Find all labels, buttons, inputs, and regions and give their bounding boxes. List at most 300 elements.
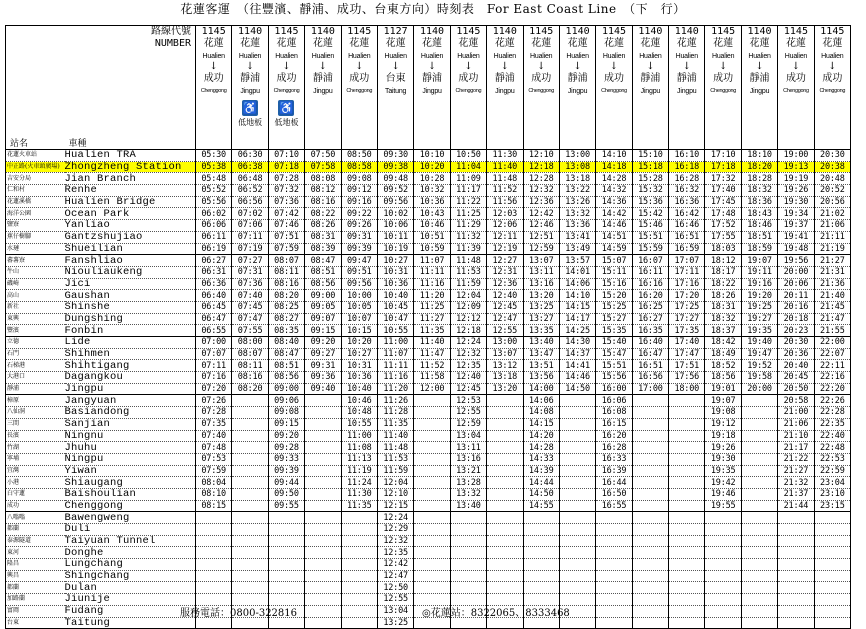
stop-name-en: Shingchang	[65, 570, 196, 582]
route-destination-zh: 成功	[203, 73, 224, 84]
departure-time: 07:42	[268, 208, 304, 220]
departure-time: 16:55	[596, 500, 632, 512]
departure-time: 07:32	[268, 185, 304, 197]
departure-time: 09:56	[377, 196, 413, 208]
departure-time	[559, 500, 595, 512]
departure-time: 16:51	[669, 231, 705, 243]
departure-time	[596, 570, 632, 582]
departure-time: 16:59	[669, 243, 705, 255]
departure-time: 13:35	[523, 325, 559, 337]
stop-name-en: Yanliao	[65, 220, 196, 232]
stop-name-en: Yiwan	[65, 465, 196, 477]
departure-time	[232, 547, 268, 559]
departure-time	[305, 559, 341, 571]
departure-time	[305, 524, 341, 536]
departure-time: 18:28	[741, 173, 777, 185]
departure-time: 21:47	[814, 313, 850, 325]
departure-time	[741, 395, 777, 407]
departure-time: 12:32	[377, 535, 413, 547]
departure-time: 19:41	[778, 231, 814, 243]
route-number-zh: 路線代號	[151, 26, 191, 37]
departure-time	[814, 570, 850, 582]
departure-time: 10:27	[377, 255, 413, 267]
stop-name-zh: 隆昌	[6, 559, 65, 571]
route-destination-en: Chenggong	[346, 88, 373, 94]
departure-time: 06:06	[196, 220, 232, 232]
departure-time: 11:20	[377, 383, 413, 395]
departure-time: 14:51	[596, 231, 632, 243]
departure-time: 14:46	[559, 372, 595, 384]
departure-time	[341, 582, 377, 594]
departure-time: 08:10	[196, 488, 232, 500]
departure-time: 11:29	[450, 220, 486, 232]
departure-time	[232, 395, 268, 407]
stop-name-en: Taitung	[65, 617, 196, 629]
departure-time: 10:46	[414, 220, 450, 232]
departure-time: 20:11	[778, 290, 814, 302]
stop-row	[6, 559, 851, 571]
departure-time	[669, 395, 705, 407]
departure-time: 10:31	[377, 266, 413, 278]
departure-time: 16:56	[632, 372, 668, 384]
departure-time: 11:07	[377, 348, 413, 360]
down-arrow-icon: ↓	[718, 61, 728, 72]
departure-time: 08:51	[305, 266, 341, 278]
departure-time: 22:20	[814, 383, 850, 395]
departure-time	[632, 442, 668, 454]
departure-time: 21:40	[814, 290, 850, 302]
departure-time: 14:30	[559, 337, 595, 349]
departure-time	[705, 559, 741, 571]
route-origin-en: Hualien	[275, 53, 298, 60]
departure-time: 16:40	[632, 337, 668, 349]
departure-time: 10:20	[341, 337, 377, 349]
departure-time: 06:38	[232, 161, 268, 173]
departure-time: 17:00	[632, 383, 668, 395]
route-header	[268, 26, 304, 98]
departure-time: 11:35	[377, 418, 413, 430]
stop-name-zh: 磯崎	[6, 278, 65, 290]
departure-time: 07:26	[196, 395, 232, 407]
departure-time: 12:47	[487, 313, 523, 325]
route-number: 1145	[201, 26, 226, 37]
departure-time	[305, 535, 341, 547]
departure-time: 14:20	[523, 430, 559, 442]
route-destination-en: Jingpu	[422, 88, 442, 95]
stop-name-en: Ningpu	[65, 453, 196, 465]
departure-time: 14:15	[559, 301, 595, 313]
departure-time: 13:00	[559, 150, 595, 162]
stop-row	[6, 500, 851, 512]
route-origin-en: Hualien	[457, 53, 480, 60]
stop-name-zh: 水璉	[6, 243, 65, 255]
departure-time: 11:48	[450, 255, 486, 267]
departure-time	[741, 570, 777, 582]
departure-time	[632, 535, 668, 547]
departure-time: 09:28	[268, 442, 304, 454]
departure-time: 09:07	[305, 313, 341, 325]
route-header	[559, 26, 595, 98]
departure-time: 10:47	[377, 313, 413, 325]
departure-time: 14:25	[559, 325, 595, 337]
departure-time	[341, 605, 377, 617]
departure-time	[705, 582, 741, 594]
departure-time: 09:50	[268, 488, 304, 500]
departure-time: 08:16	[268, 278, 304, 290]
route-number-en: NUMBER	[154, 38, 191, 49]
departure-time: 07:11	[232, 231, 268, 243]
route-destination-en: Jingpu	[749, 88, 770, 95]
route-destination-en: Jingpu	[677, 88, 697, 95]
departure-time: 16:28	[669, 173, 705, 185]
route-origin-en: Hualien	[675, 53, 698, 60]
route-origin-zh: 花蓮	[312, 38, 333, 49]
departure-time	[414, 453, 450, 465]
departure-time: 07:58	[305, 161, 341, 173]
departure-time: 10:55	[377, 325, 413, 337]
departure-time: 19:13	[778, 161, 814, 173]
departure-time	[450, 547, 486, 559]
departure-time	[305, 477, 341, 489]
route-destination-zh: 靜浦	[422, 73, 443, 84]
departure-time: 14:55	[523, 500, 559, 512]
departure-time: 19:07	[705, 395, 741, 407]
departure-time: 19:47	[741, 348, 777, 360]
departure-time: 07:36	[232, 278, 268, 290]
departure-time: 13:21	[450, 465, 486, 477]
departure-time: 07:02	[232, 208, 268, 220]
departure-time	[305, 488, 341, 500]
departure-time: 11:53	[377, 453, 413, 465]
departure-time	[632, 500, 668, 512]
departure-time	[669, 453, 705, 465]
departure-time: 21:10	[778, 430, 814, 442]
stop-name-zh: 花蓮溪橋	[6, 196, 65, 208]
down-arrow-icon: ↓	[755, 61, 764, 72]
departure-time	[414, 442, 450, 454]
route-origin-en: Hualien	[639, 53, 662, 60]
departure-time: 11:00	[341, 430, 377, 442]
route-origin-en: Hualien	[238, 53, 262, 60]
stop-row	[6, 372, 851, 384]
stop-name-en: Fudang	[65, 605, 196, 617]
departure-time	[632, 559, 668, 571]
departure-time: 12:12	[450, 313, 486, 325]
stop-name-zh: 高山	[6, 290, 65, 302]
departure-time: 16:00	[596, 383, 632, 395]
departure-time: 10:19	[377, 243, 413, 255]
stop-row	[6, 512, 851, 524]
departure-time	[596, 512, 632, 524]
departure-time: 18:20	[741, 161, 777, 173]
departure-time: 18:10	[741, 150, 777, 162]
route-destination-zh: 成功	[349, 73, 370, 84]
departure-time: 07:00	[196, 337, 232, 349]
stop-name-zh: 八仙洞	[6, 407, 65, 419]
departure-time: 09:40	[305, 383, 341, 395]
departure-time: 11:48	[487, 173, 523, 185]
stop-name-en: Donghe	[65, 547, 196, 559]
departure-time: 17:25	[669, 301, 705, 313]
stop-name-zh: 泰源隧道	[6, 535, 65, 547]
departure-time: 12:35	[450, 360, 486, 372]
departure-time: 09:00	[268, 383, 304, 395]
departure-time: 20:30	[814, 150, 850, 162]
route-destination-en: Chenggong	[819, 88, 846, 94]
departure-time: 08:20	[232, 383, 268, 395]
departure-time	[632, 407, 668, 419]
departure-time: 19:25	[741, 301, 777, 313]
route-destination-zh: 成功	[713, 73, 734, 84]
departure-time	[814, 535, 850, 547]
departure-time	[669, 524, 705, 536]
departure-time: 15:07	[596, 255, 632, 267]
departure-time: 09:12	[341, 185, 377, 197]
departure-time: 09:20	[268, 430, 304, 442]
route-header	[523, 26, 559, 98]
departure-time: 19:37	[778, 220, 814, 232]
route-origin-zh: 花蓮	[785, 38, 806, 49]
departure-time: 07:27	[232, 255, 268, 267]
route-header	[487, 26, 523, 98]
departure-time: 09:31	[305, 360, 341, 372]
route-destination-zh: 成功	[531, 73, 552, 84]
departure-time: 20:00	[778, 266, 814, 278]
departure-time	[305, 465, 341, 477]
departure-time: 15:35	[596, 325, 632, 337]
stop-name-en: Gantzshujiao	[65, 231, 196, 243]
departure-time	[741, 535, 777, 547]
departure-time: 20:45	[778, 372, 814, 384]
stop-row	[6, 231, 851, 243]
route-number: 1140	[238, 26, 263, 37]
route-header	[377, 26, 413, 98]
departure-time: 07:53	[196, 453, 232, 465]
departure-time	[559, 559, 595, 571]
departure-time: 13:07	[523, 255, 559, 267]
departure-time: 07:20	[196, 383, 232, 395]
departure-time: 19:48	[778, 243, 814, 255]
departure-time: 19:26	[705, 442, 741, 454]
departure-time: 21:36	[814, 278, 850, 290]
departure-time: 05:38	[196, 161, 232, 173]
departure-time	[741, 418, 777, 430]
stop-name-zh: 吉安分局	[6, 173, 65, 185]
departure-time: 11:13	[341, 453, 377, 465]
departure-time	[559, 570, 595, 582]
departure-time: 14:28	[523, 442, 559, 454]
route-header	[414, 26, 450, 98]
stop-name-zh: 新社	[6, 301, 65, 313]
stop-name-en: Jhuhu	[65, 442, 196, 454]
departure-time: 15:10	[632, 150, 668, 162]
departure-time	[814, 582, 850, 594]
departure-time: 11:16	[414, 278, 450, 290]
departure-time: 09:15	[305, 325, 341, 337]
departure-time	[450, 582, 486, 594]
departure-time	[523, 535, 559, 547]
stop-name-en: Renhe	[65, 185, 196, 197]
departure-time: 15:36	[632, 196, 668, 208]
stop-row	[6, 266, 851, 278]
departure-time	[741, 512, 777, 524]
departure-time: 13:25	[523, 301, 559, 313]
departure-time	[741, 594, 777, 606]
departure-time: 17:51	[669, 360, 705, 372]
departure-time	[341, 617, 377, 629]
departure-time: 08:16	[232, 372, 268, 384]
departure-time: 15:32	[632, 185, 668, 197]
departure-time	[232, 488, 268, 500]
departure-time	[450, 570, 486, 582]
departure-time: 19:01	[705, 383, 741, 395]
stop-row	[6, 453, 851, 465]
departure-time	[705, 547, 741, 559]
departure-time: 07:46	[268, 220, 304, 232]
stop-name-en: Jangyuan	[65, 395, 196, 407]
departure-time: 16:11	[632, 266, 668, 278]
stop-name-en: Dagangkou	[65, 372, 196, 384]
departure-time	[232, 535, 268, 547]
departure-time	[741, 453, 777, 465]
stop-row	[6, 570, 851, 582]
stop-name-zh: 三間	[6, 418, 65, 430]
departure-time: 21:55	[814, 325, 850, 337]
departure-time	[705, 570, 741, 582]
stop-name-zh: 興昌	[6, 570, 65, 582]
departure-time	[814, 524, 850, 536]
route-origin-zh: 花蓮	[822, 38, 843, 49]
departure-time	[523, 524, 559, 536]
departure-time	[559, 512, 595, 524]
departure-time: 06:36	[196, 278, 232, 290]
route-origin-zh: 花蓮	[385, 38, 406, 49]
down-arrow-icon: ↓	[573, 61, 582, 72]
departure-time	[268, 559, 304, 571]
route-destination-zh: 靜浦	[676, 73, 697, 84]
departure-time: 11:04	[450, 161, 486, 173]
departure-time: 12:53	[450, 395, 486, 407]
departure-time	[705, 512, 741, 524]
departure-time	[414, 418, 450, 430]
low-floor-label: 低地板	[274, 118, 299, 127]
departure-time	[741, 524, 777, 536]
departure-time: 06:31	[196, 266, 232, 278]
departure-time: 09:38	[377, 161, 413, 173]
departure-time	[632, 570, 668, 582]
route-origin-zh: 花蓮	[713, 38, 734, 49]
departure-time: 14:39	[523, 465, 559, 477]
departure-time: 20:56	[814, 196, 850, 208]
stop-name-en: Niouliaukeng	[65, 266, 196, 278]
departure-time	[741, 407, 777, 419]
departure-time: 13:57	[559, 255, 595, 267]
departure-time	[814, 559, 850, 571]
route-destination-zh: 靜浦	[640, 73, 661, 84]
departure-time: 10:32	[414, 185, 450, 197]
departure-time: 22:48	[814, 442, 850, 454]
departure-time: 11:40	[487, 161, 523, 173]
departure-time: 10:48	[341, 407, 377, 419]
departure-time: 07:28	[196, 407, 232, 419]
departure-time: 11:00	[377, 337, 413, 349]
departure-time: 08:25	[268, 301, 304, 313]
departure-time: 14:08	[523, 407, 559, 419]
departure-time	[305, 500, 341, 512]
down-arrow-icon: ↓	[464, 61, 473, 72]
departure-time: 09:39	[268, 465, 304, 477]
departure-time: 11:28	[377, 407, 413, 419]
departure-time: 12:18	[450, 325, 486, 337]
departure-time: 08:27	[268, 313, 304, 325]
departure-time: 12:04	[450, 290, 486, 302]
stop-name-zh: 靜浦	[6, 383, 65, 395]
departure-time: 19:26	[778, 185, 814, 197]
route-header	[778, 26, 814, 98]
stop-name-en: Dulan	[65, 582, 196, 594]
departure-time: 08:47	[268, 348, 304, 360]
departure-time	[632, 512, 668, 524]
departure-time: 08:35	[268, 325, 304, 337]
departure-time: 07:28	[268, 173, 304, 185]
departure-time: 13:32	[559, 208, 595, 220]
departure-time: 14:42	[596, 208, 632, 220]
down-arrow-icon: ↓	[828, 61, 837, 72]
departure-time: 07:45	[232, 301, 268, 313]
departure-time: 18:26	[705, 290, 741, 302]
departure-time	[341, 594, 377, 606]
departure-time	[778, 524, 814, 536]
departure-time: 13:18	[487, 372, 523, 384]
stop-name-en: Jici	[65, 278, 196, 290]
departure-time: 06:02	[196, 208, 232, 220]
stop-row	[6, 582, 851, 594]
departure-time: 21:37	[778, 488, 814, 500]
departure-time	[232, 442, 268, 454]
departure-time: 16:20	[596, 430, 632, 442]
departure-time: 19:11	[741, 266, 777, 278]
departure-time: 08:12	[305, 185, 341, 197]
departure-time: 20:36	[778, 348, 814, 360]
departure-time	[268, 524, 304, 536]
departure-time: 12:10	[377, 488, 413, 500]
departure-time: 10:43	[414, 208, 450, 220]
departure-time	[741, 430, 777, 442]
departure-time: 12:06	[487, 220, 523, 232]
stop-name-zh: 仁和村	[6, 185, 65, 197]
departure-time: 16:47	[632, 348, 668, 360]
departure-time	[596, 605, 632, 617]
departure-time: 07:55	[232, 325, 268, 337]
stop-name-en: Jingpu	[65, 383, 196, 395]
stop-name-zh: 東興	[6, 313, 65, 325]
departure-time: 09:16	[341, 196, 377, 208]
departure-time: 15:56	[596, 372, 632, 384]
route-destination-en: Jingpu	[313, 88, 333, 95]
departure-time: 11:32	[450, 231, 486, 243]
departure-time	[341, 570, 377, 582]
departure-time: 15:25	[596, 301, 632, 313]
departure-time	[741, 500, 777, 512]
departure-time: 12:15	[377, 500, 413, 512]
departure-time: 10:27	[341, 348, 377, 360]
departure-time: 17:55	[705, 231, 741, 243]
departure-time	[232, 570, 268, 582]
departure-time: 11:27	[414, 313, 450, 325]
stop-name-en: Fonbin	[65, 325, 196, 337]
departure-time: 10:06	[377, 220, 413, 232]
departure-time: 19:56	[778, 255, 814, 267]
